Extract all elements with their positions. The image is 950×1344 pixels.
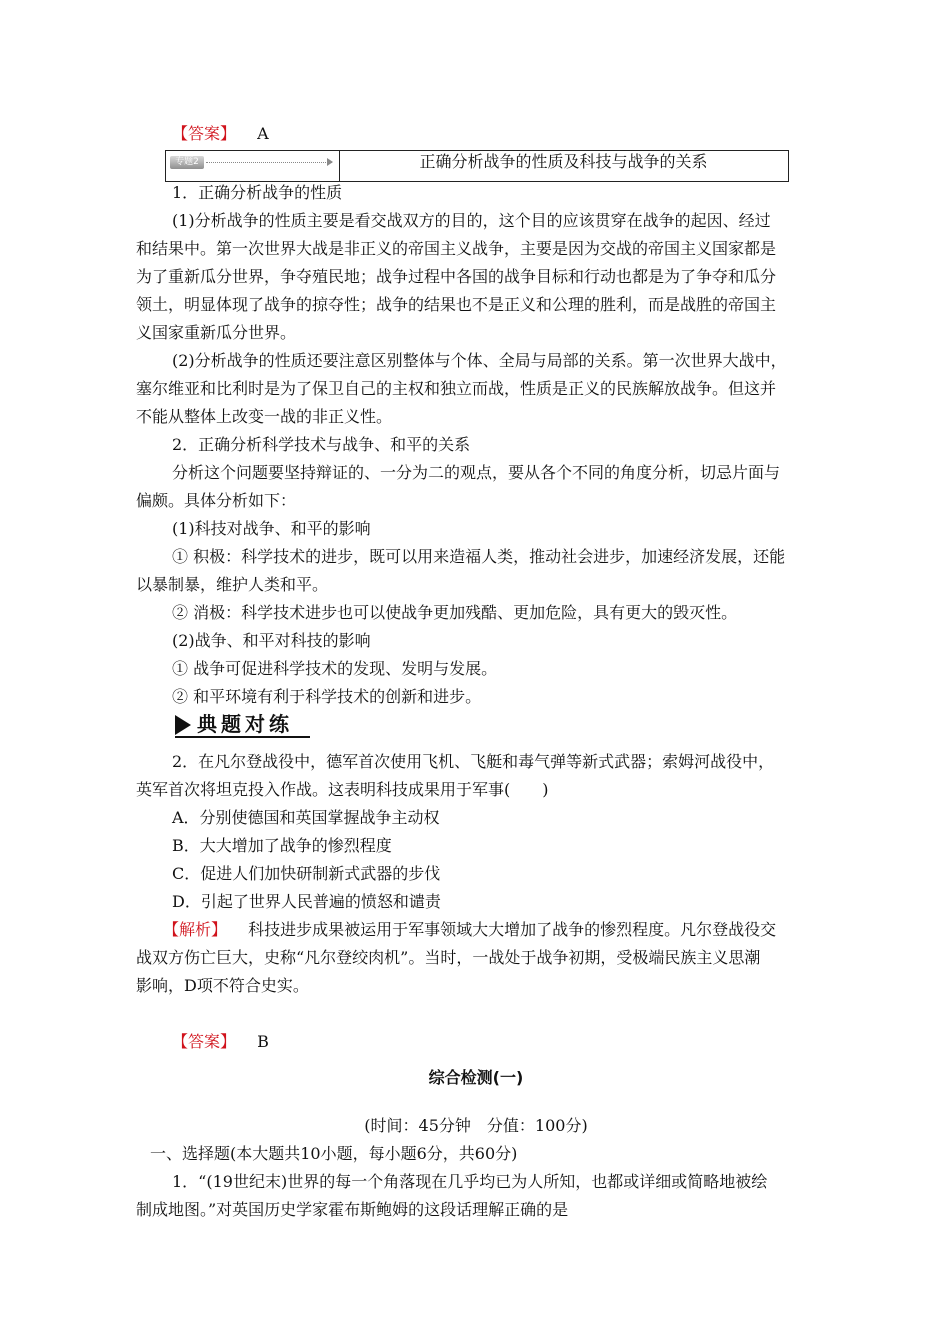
question-1-line: 制成地图。”对英国历史学家霍布斯鲍姆的这段话理解正确的是	[136, 1200, 569, 1219]
body-line: (2)分析战争的性质还要注意区别整体与个体、全局与局部的关系。第一次世界大战中，	[172, 351, 787, 370]
topic-badge: 专题2	[170, 156, 204, 169]
body-line: ① 积极：科学技术的进步，既可以用来造福人类，推动社会进步，加速经济发展，还能	[172, 547, 786, 566]
analysis-line: 战双方伤亡巨大，史称“凡尔登绞肉机”。当时，一战处于战争初期，受极端民族主义思潮	[136, 948, 761, 967]
topic-title: 正确分析战争的性质及科技与战争的关系	[419, 152, 708, 171]
body-line: (2)战争、和平对科技的影响	[172, 631, 371, 650]
body-line: 为了重新瓜分世界，争夺殖民地；战争过程中各国的战争目标和行动也都是为了争夺和瓜分	[136, 267, 777, 286]
body-line: 分析这个问题要坚持辩证的、一分为二的观点，要从各个不同的角度分析，切忌片面与	[172, 463, 781, 482]
body-line: 塞尔维亚和比利时是为了保卫自己的主权和独立而战，性质是正义的民族解放战争。但这并	[136, 379, 777, 398]
topic-header-box	[165, 150, 789, 182]
play-triangle-icon	[175, 715, 191, 735]
answer-value: B	[257, 1032, 269, 1051]
body-line: 领土，明显体现了战争的掠夺性；战争的结果也不是正义和公理的胜利，而是战胜的帝国主	[136, 295, 777, 314]
question-stem: 2．在凡尔登战役中，德军首次使用飞机、飞艇和毒气弹等新式武器；索姆河战役中，	[172, 752, 775, 771]
answer-line-2	[172, 1032, 269, 1052]
analysis-text: 科技进步成果被运用于军事领域大大增加了战争的惨烈程度。凡尔登战役交	[248, 920, 777, 939]
body-line: ② 和平环境有利于科学技术的创新和进步。	[172, 687, 482, 706]
analysis-line: 影响，D项不符合史实。	[136, 976, 309, 995]
analysis-label: 【解析】	[163, 920, 228, 939]
test-title: 综合检测(一)	[428, 1068, 524, 1087]
body-line: 义国家重新瓜分世界。	[136, 323, 297, 342]
body-line: 不能从整体上改变一战的非正义性。	[136, 407, 393, 426]
option-b: B．大大增加了战争的惨烈程度	[172, 836, 392, 855]
answer-line-1	[172, 124, 269, 144]
option-a: A．分别使德国和英国掌握战争主动权	[172, 808, 440, 827]
body-line: 2．正确分析科学技术与战争、和平的关系	[172, 435, 471, 454]
section-heading: 一、选择题(本大题共10小题，每小题6分，共60分)	[150, 1144, 518, 1163]
body-line: 偏颇。具体分析如下：	[136, 491, 297, 510]
answer-value: A	[257, 124, 269, 143]
analysis-line	[163, 920, 776, 940]
option-d: D．引起了世界人民普遍的愤怒和谴责	[172, 892, 441, 911]
body-line: ① 战争可促进科学技术的发现、发明与发展。	[172, 659, 498, 678]
question-1-line: 1．“(19世纪末)世界的每一个角落现在几乎均已为人所知，也都或详细或简略地被绘	[172, 1172, 768, 1191]
arrow-right-icon	[327, 158, 333, 166]
answer-label: 【答案】	[172, 124, 237, 143]
banner-text: 典题对练	[197, 712, 293, 736]
practice-banner	[175, 712, 310, 738]
body-line: 以暴制暴，维护人类和平。	[136, 575, 329, 594]
body-line: 和结果中。第一次世界大战是非正义的帝国主义战争，主要是因为交战的帝国主义国家都是	[136, 239, 777, 258]
body-line: (1)分析战争的性质主要是看交战双方的目的，这个目的应该贯穿在战争的起因、经过	[172, 211, 771, 230]
body-line: ② 消极：科学技术进步也可以使战争更加残酷、更加危险，具有更大的毁灭性。	[172, 603, 738, 622]
option-c: C．促进人们加快研制新式武器的步伐	[172, 864, 441, 883]
test-meta: (时间：45分钟 分值：100分)	[364, 1116, 588, 1135]
arrow-line	[206, 162, 332, 163]
body-line: 1．正确分析战争的性质	[172, 183, 343, 202]
body-line: (1)科技对战争、和平的影响	[172, 519, 371, 538]
banner-underline	[175, 736, 310, 738]
answer-label: 【答案】	[172, 1032, 237, 1051]
question-stem: 英军首次将坦克投入作战。这表明科技成果用于军事( )	[136, 780, 549, 799]
